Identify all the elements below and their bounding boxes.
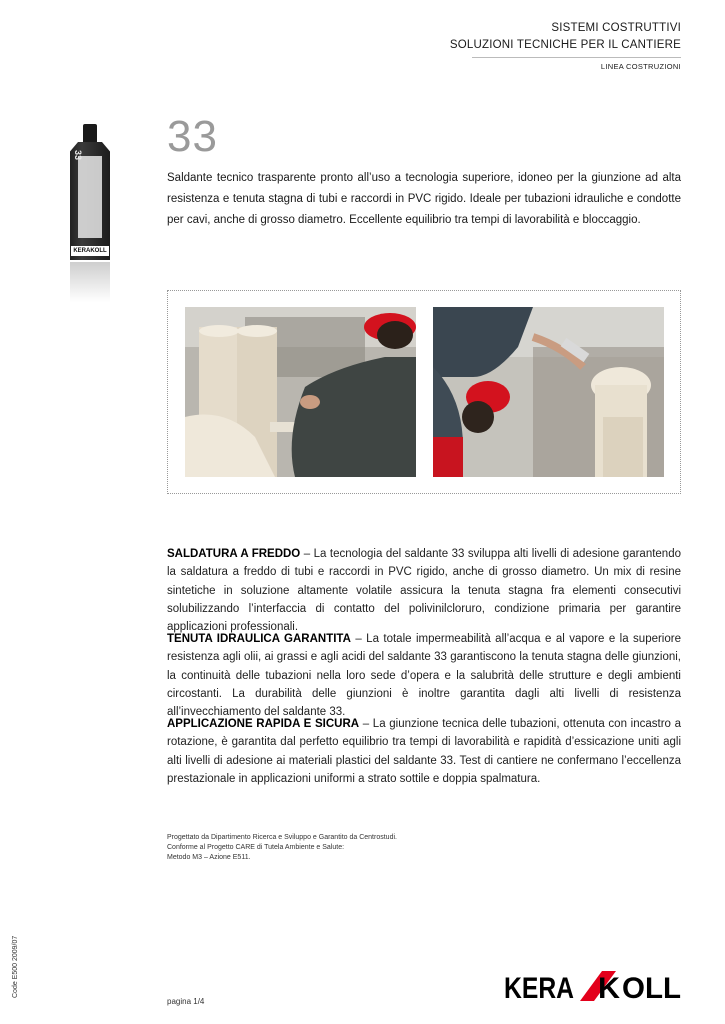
section-tenuta xyxy=(167,630,681,721)
logo-text-left: KERA xyxy=(504,972,574,1002)
document-code: Code E500 2009/07 xyxy=(12,935,19,998)
footer-note xyxy=(167,833,397,863)
photo-pipe-joining-2 xyxy=(433,307,664,477)
page-number: pagina 1/4 xyxy=(167,997,205,1006)
section-applicazione xyxy=(167,715,681,788)
section-text: – La totale impermeabilità all’acqua e al vapore e la superiore resistenza agli olii, ai grassi e agli acidi del saldante 33 garantiscono la tenuta stagna delle giunzioni, la continuità delle tubazioni nella loro sede d’opera e la salubrità delle strutture e degli ambienti circostanti. La durabilità delle giunzioni è inoltre garantita dagli alti livelli di resistenza all’invecchiamento del saldante 33. xyxy=(167,633,681,719)
tube-cap xyxy=(83,124,97,142)
section-saldatura xyxy=(167,545,681,636)
section-title: SALDATURA A FREDDO xyxy=(167,548,301,560)
logo-text-k: K xyxy=(598,972,621,1002)
footer-note-line: Metodo M3 – Azione E511. xyxy=(167,854,251,861)
footer-note-line: Conforme al Progetto CARE di Tutela Ambiente e Salute: xyxy=(167,844,345,851)
product-number: 33 xyxy=(167,112,218,161)
product-intro: Saldante tecnico trasparente pronto all’uso a tecnologia superiore, idoneo per la giunzione ad alta resistenza e tenuta stagna di tubi e raccordi in PVC rigido. Ideale per tubazioni idrauliche e condotte per cavi, anche di grosso diametro. Eccellente equilibrio tra tempi di lavorabilità e bloccaggio. xyxy=(167,172,681,226)
photo-pipe-joining-1 xyxy=(185,307,416,477)
section-text: – La tecnologia del saldante 33 sviluppa alti livelli di adesione garantendo la saldatura a freddo di tubi e raccordi in PVC rigido, anche di grosso diametro. Un mix di resine sintetiche in soluzione altamente volatile assicura la tenuta stagna fra elementi consecutivi solubilizzando l’interfaccia di contatto del polivinilcloruro, condizione primaria per garantire applicazioni professionali. xyxy=(167,548,681,634)
logo-text-right: OLL xyxy=(622,972,681,1002)
header-title: SISTEMI COSTRUTTIVI xyxy=(551,22,681,34)
tube-label xyxy=(78,156,102,238)
section-text: – La giunzione tecnica delle tubazioni, ottenuta con incastro a rotazione, è garantita dal perfetto equilibrio tra tempi di lavorabilità e rapidità d’essicazione uniti agli alti livelli di adesione ai materiali plastici del saldante 33. Test di cantiere ne confermano l’eccellenza prestazionale in applicazioni uniformi a strato sottile e doppia spalmatura. xyxy=(167,718,681,785)
tube-reflection xyxy=(70,262,110,302)
product-tube-image xyxy=(56,120,126,300)
footer-note-line: Progettato da Dipartimento Ricerca e Sviluppo e Garantito da Centrostudi. xyxy=(167,834,397,841)
header-product-line: LINEA COSTRUZIONI xyxy=(600,62,681,71)
header-divider xyxy=(472,57,681,58)
tube-number: 33 xyxy=(73,150,83,161)
tube-brand: KERAKOLL xyxy=(71,246,109,256)
section-title: TENUTA IDRAULICA GARANTITA xyxy=(167,633,351,645)
section-title: APPLICAZIONE RAPIDA E SICURA xyxy=(167,718,360,730)
kerakoll-logo xyxy=(504,970,681,1002)
header-subtitle: SOLUZIONI TECNICHE PER IL CANTIERE xyxy=(449,39,681,51)
